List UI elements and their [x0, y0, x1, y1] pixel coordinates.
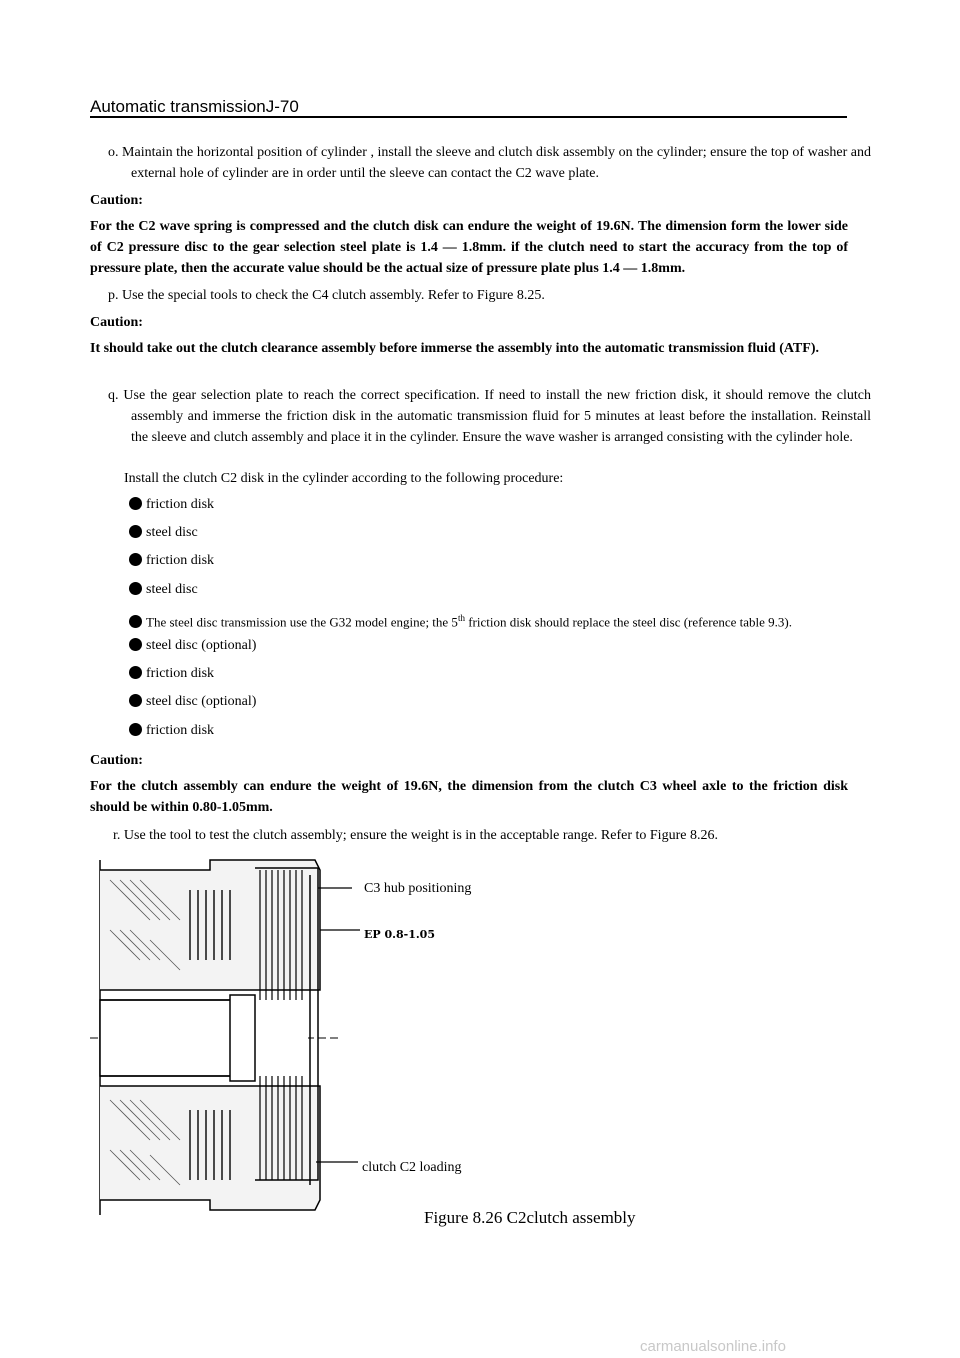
watermark: carmanualsonline.info [640, 1338, 786, 1355]
label-clutch-c2-loading: clutch C2 loading [362, 1160, 462, 1175]
bullet-dot-icon [129, 497, 142, 510]
caution-1-text: For the C2 wave spring is compressed and the clutch disk can endure the weight of 19.6N. The dimension form the lower side of C2 pressure disc to the gear selection steel plate is 1.4 — 1.8mm. if the clutch need to start the accuracy from the top of pressure plate, then the accurate value should be the actual size of pressure plate plus 1.4 — 1.8mm. [90, 219, 848, 276]
bullet-item: steel disc [129, 523, 198, 543]
bullet-dot-icon [129, 525, 142, 538]
bullet-item: steel disc (optional) [129, 636, 256, 656]
bullet-dot-icon [129, 694, 142, 707]
label-c3-hub-positioning: C3 hub positioning [364, 881, 472, 896]
bullet-dot-icon [129, 553, 142, 566]
bullet-item: friction disk [129, 495, 214, 515]
step-p: p. Use the special tools to check the C4 clutch assembly. Refer to Figure 8.25. [108, 288, 545, 303]
caution-2-title: Caution: [90, 315, 143, 330]
bullet-item: The steel disc transmission use the G32 model engine; the 5th friction disk should replace the steel disc (reference table 9.3). [129, 608, 792, 632]
bullet-dot-icon [129, 723, 142, 736]
bullet-dot-icon [129, 582, 142, 595]
bullet-dot-icon [129, 638, 142, 651]
procedure-intro: Install the clutch C2 disk in the cylinder according to the following procedure: [124, 471, 564, 486]
figure-caption: Figure 8.26 C2clutch assembly [424, 1208, 636, 1227]
step-o: o. Maintain the horizontal position of cylinder , install the sleeve and clutch disk assembly on the cylinder; ensure the top of washer and external hole of cylinder are in order until the sleeve can contact the C2 wave plate. [108, 145, 871, 181]
caution-1-title: Caution: [90, 193, 143, 208]
bullet-item: steel disc (optional) [129, 692, 256, 712]
bullet-item: friction disk [129, 664, 214, 684]
step-r: r. Use the tool to test the clutch assembly; ensure the weight is in the acceptable range. Refer to Figure 8.26. [113, 828, 718, 843]
bullet-dot-icon [129, 666, 142, 679]
bullet-item: steel disc [129, 580, 198, 600]
caution-3-text: For the clutch assembly can endure the weight of 19.6N, the dimension from the clutch C3 wheel axle to the friction disk should be within 0.80-1.05mm. [90, 779, 848, 815]
caution-2-text: It should take out the clutch clearance assembly before immerse the assembly into the automatic transmission fluid (ATF). [90, 341, 819, 356]
page-header: Automatic transmissionJ-70 [90, 97, 299, 116]
bullet-dot-icon [129, 615, 142, 628]
label-ep-range: EP 0.8-1.05 [364, 928, 435, 941]
step-q: q. Use the gear selection plate to reach the correct specification. If need to install the new friction disk, it should remove the clutch assembly and immerse the friction disk in the automatic transmission fluid for 5 minutes at least before the installation. Reinstall the sleeve and clutch assembly and place it in the cylinder. Ensure the wave washer is arranged consisting with the cylinder hole. [108, 388, 871, 445]
bullet-item: friction disk [129, 721, 214, 741]
header-rule [90, 116, 847, 118]
bullet-item: friction disk [129, 551, 214, 571]
caution-3-title: Caution: [90, 753, 143, 768]
